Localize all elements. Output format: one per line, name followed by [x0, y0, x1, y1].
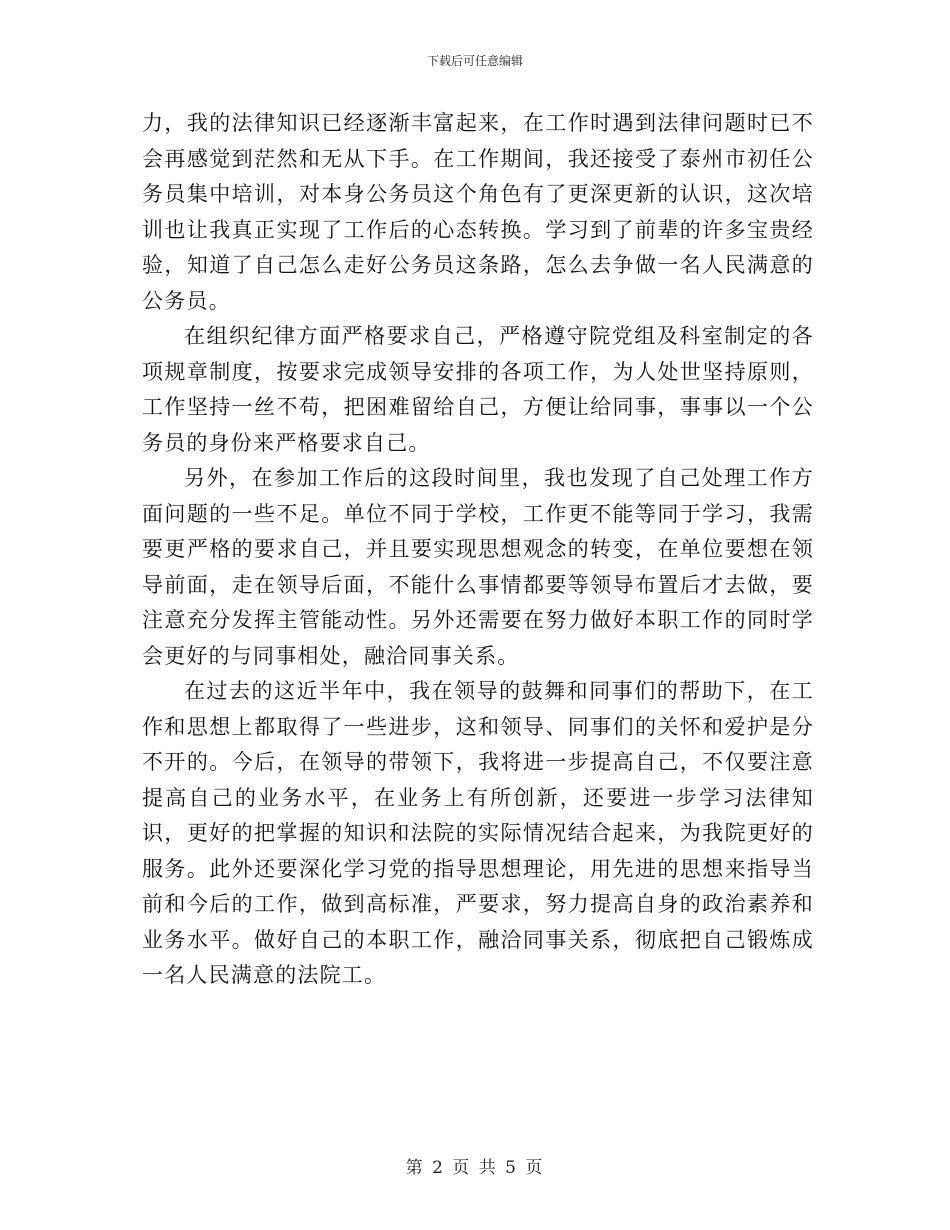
- total-pages-number: 5: [505, 1158, 518, 1178]
- document-body: [142, 106, 814, 994]
- paragraph-3: 另外，在参加工作后的这段时间里，我也发现了自己处理工作方面问题的一些不足。单位不同于学校，工作更不能等同于学习，我需要更严格的要求自己，并且要实现思想观念的转变，在单位要想在领导前面，走在领导后面，不能什么事情都要等领导布置后才去做，要注意充分发挥主管能动性。另外还需要在努力做好本职工作的同时学会更好的与同事相处，融洽同事关系。: [142, 466, 814, 668]
- current-page-number: 2: [432, 1158, 445, 1178]
- paragraph-1: 力，我的法律知识已经逐渐丰富起来，在工作时遇到法律问题时已不会再感觉到茫然和无从下手。在工作期间，我还接受了泰州市初任公务员集中培训，对本身公务员这个角色有了更深更新的认识，这次培训也让我真正实现了工作后的心态转换。学习到了前辈的许多宝贵经验，知道了自己怎么走好公务员这条路，怎么去争做一名人民满意的公务员。: [142, 111, 814, 313]
- paragraph-4: 在过去的这近半年中，我在领导的鼓舞和同事们的帮助下，在工作和思想上都取得了一些进步，这和领导、同事们的关怀和爱护是分不开的。今后，在领导的带领下，我将进一步提高自己，不仅要注意提高自己的业务水平，在业务上有所创新，还要进一步学习法律知识，更好的把掌握的知识和法院的实际情况结合起来，为我院更好的服务。此外还要深化学习党的指导思想理论，用先进的思想来指导当前和今后的工作，做到高标准，严要求，努力提高自身的政治素养和业务水平。做好自己的本职工作，融洽同事关系，彻底把自己锻炼成一名人民满意的法院工。: [142, 679, 814, 987]
- page-label-mid: 页 共: [452, 1158, 498, 1178]
- paragraph-2: 在组织纪律方面严格要求自己，严格遵守院党组及科室制定的各项规章制度，按要求完成领导安排的各项工作，为人处世坚持原则，工作坚持一丝不苟，把困难留给自己，方便让给同事，事事以一个公务员的身份来严格要求自己。: [142, 324, 814, 455]
- page-label-suffix: 页: [525, 1158, 545, 1178]
- page-header: 下载后可任意编辑: [426, 54, 523, 68]
- page-footer: [0, 1153, 950, 1178]
- page-label-prefix: 第: [405, 1158, 425, 1178]
